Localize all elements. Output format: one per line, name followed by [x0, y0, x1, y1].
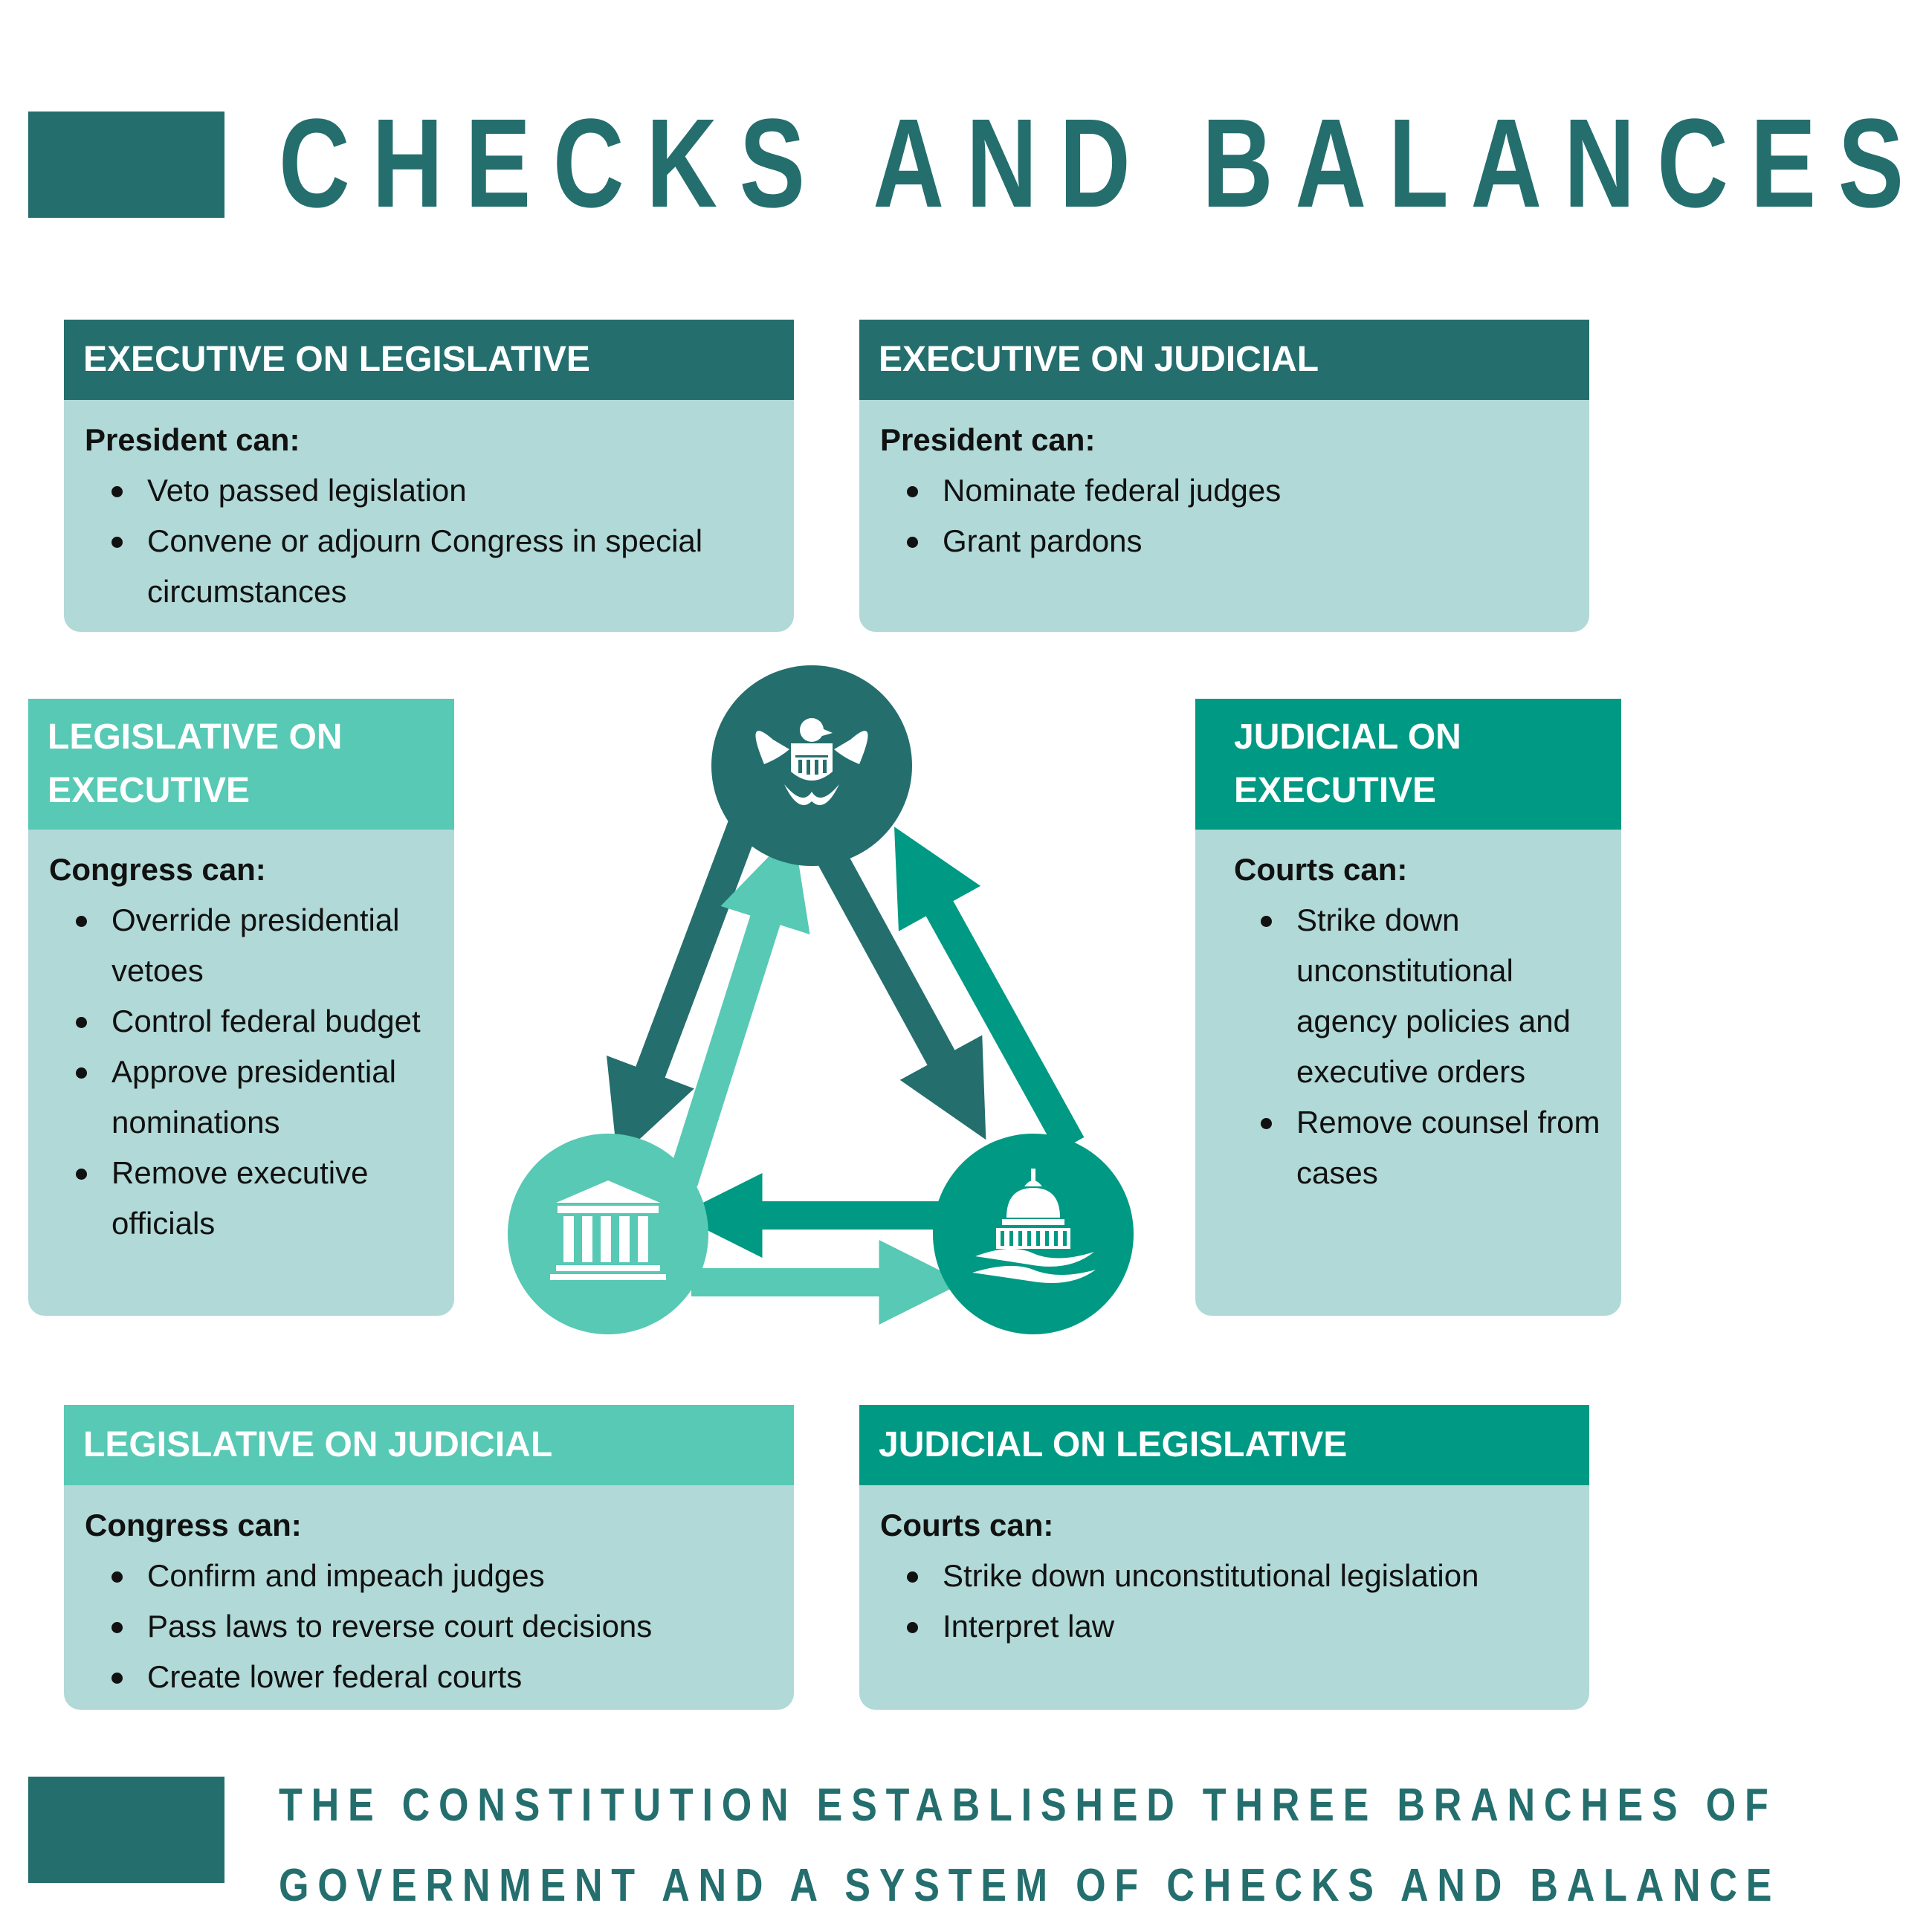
- card-list: [1234, 895, 1611, 1198]
- card-executive-on-judicial: [859, 320, 1589, 632]
- card-executive-on-legislative: [64, 320, 794, 632]
- list-item: Strike down unconstitutional legislation: [880, 1551, 1568, 1601]
- card-judicial-on-executive: [1195, 699, 1621, 1316]
- card-list: [49, 895, 444, 1249]
- card-list: [85, 465, 773, 617]
- list-item: Create lower federal courts: [85, 1652, 773, 1702]
- footer-caption: [279, 1765, 1781, 1926]
- card-header: EXECUTIVE ON JUDICIAL: [859, 320, 1589, 400]
- card-judicial-on-legislative: [859, 1405, 1589, 1710]
- list-item: Remove executive officials: [49, 1148, 444, 1249]
- card-intro: Courts can:: [1234, 852, 1408, 887]
- card-list: [85, 1551, 773, 1702]
- page-title: CHECKS AND BALANCES: [279, 93, 1926, 234]
- list-item: Interpret law: [880, 1601, 1568, 1652]
- list-item: Override presidential vetoes: [49, 895, 444, 996]
- card-header: EXECUTIVE ON LEGISLATIVE: [64, 320, 794, 400]
- arrow-legislative-to-executive: [937, 903, 1070, 1145]
- footer-line: GOVERNMENT AND A SYSTEM OF CHECKS AND BALANCE: [279, 1860, 1781, 1911]
- card-header: LEGISLATIVE ON EXECUTIVE: [28, 699, 454, 830]
- card-intro: President can:: [880, 422, 1096, 457]
- list-item: Veto passed legislation: [85, 465, 773, 516]
- card-intro: Courts can:: [880, 1508, 1054, 1542]
- footer-accent-bar: [28, 1777, 224, 1883]
- list-item: Approve presidential nominations: [49, 1047, 444, 1148]
- judicial-node: [508, 1134, 708, 1334]
- executive-node: [711, 665, 912, 866]
- list-item: Nominate federal judges: [880, 465, 1568, 516]
- branches-diagram: [491, 662, 1160, 1353]
- card-intro: President can:: [85, 422, 300, 457]
- list-item: Confirm and impeach judges: [85, 1551, 773, 1601]
- title-accent-bar: [28, 112, 224, 218]
- list-item: Remove counsel from cases: [1234, 1097, 1611, 1198]
- list-item: Strike down unconstitutional agency policies and executive orders: [1234, 895, 1611, 1097]
- legislative-node: [933, 1134, 1134, 1334]
- card-header: JUDICIAL ON EXECUTIVE: [1195, 699, 1621, 830]
- card-legislative-on-judicial: [64, 1405, 794, 1710]
- card-list: [880, 1551, 1568, 1652]
- card-intro: Congress can:: [49, 852, 266, 887]
- list-item: Grant pardons: [880, 516, 1568, 566]
- card-header: JUDICIAL ON LEGISLATIVE: [859, 1405, 1589, 1485]
- list-item: Pass laws to reverse court decisions: [85, 1601, 773, 1652]
- arrow-executive-to-legislative: [830, 853, 944, 1063]
- card-intro: Congress can:: [85, 1508, 302, 1542]
- list-item: Control federal budget: [49, 996, 444, 1047]
- card-list: [880, 465, 1568, 566]
- card-legislative-on-executive: [28, 699, 454, 1316]
- list-item: Convene or adjourn Congress in special circumstances: [85, 516, 773, 617]
- footer-line: THE CONSTITUTION ESTABLISHED THREE BRANCHES OF: [279, 1780, 1777, 1831]
- card-header: LEGISLATIVE ON JUDICIAL: [64, 1405, 794, 1485]
